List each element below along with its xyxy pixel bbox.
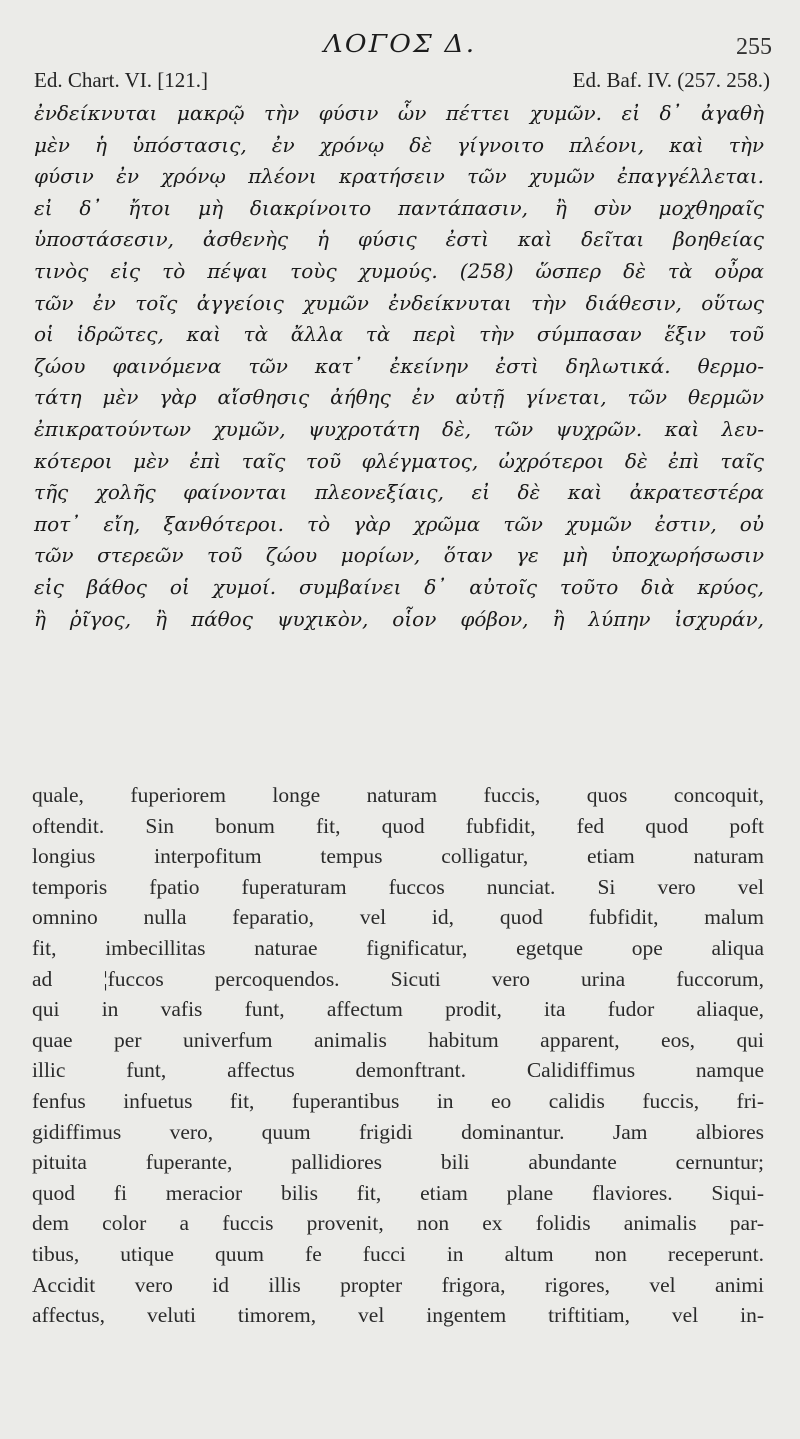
latin-line: affectus, veluti timorem, vel ingentem triftitiam, vel in- (32, 1303, 764, 1328)
latin-line: gidiffimus vero, quum frigidi dominantur. Jam albiores (32, 1119, 764, 1144)
greek-line: εἰ δ᾽ ἤτοι μὴ διακρίνοιτο παντάπασιν, ἢ σὺν μοχθηραῖς (34, 195, 764, 220)
greek-line: φύσιν ἐν χρόνῳ πλέονι κρατήσειν τῶν χυμῶν ἐπαγγέλλεται. (34, 164, 764, 189)
latin-line: qui in vafis funt, affectum prodit, ita fudor aliaque, (32, 997, 764, 1022)
greek-line: ζώου φαινόμενα τῶν κατ᾽ ἐκείνην ἐστὶ δηλωτικά. θερμο- (34, 353, 764, 378)
greek-line: τάτη μὲν γὰρ αἴσθησις ἀήθης ἐν αὐτῇ γίνεται, τῶν θερμῶν (34, 385, 764, 410)
edition-reference-line (34, 68, 770, 98)
latin-line: Accidit vero id illis propter frigora, rigores, vel animi (32, 1272, 764, 1297)
greek-line: εἰς βάθος οἱ χυμοί. συμβαίνει δ᾽ αὐτοῖς τοῦτο διὰ κρύος, (34, 574, 764, 599)
page-number: 255 (736, 34, 772, 60)
greek-line: τῶν ἐν τοῖς ἀγγείοις χυμῶν ἐνδείκνυται τὴν διάθεσιν, οὕτως (34, 290, 764, 315)
greek-line: τῶν στερεῶν τοῦ ζώου μορίων, ὅταν γε μὴ ὑποχωρήσωσιν (34, 543, 764, 568)
greek-line: τῆς χολῆς φαίνονται πλεονεξίαις, εἰ δὲ καὶ ἀκρατεστέρα (34, 480, 764, 505)
latin-line: quod fi meracior bilis fit, etiam plane flaviores. Siqui- (32, 1180, 764, 1205)
greek-line: μὲν ἡ ὑπόστασις, ἐν χρόνῳ δὲ γίγνοιτο πλέονι, καὶ τὴν (34, 132, 764, 157)
latin-line: quae per univerfum animalis habitum apparent, eos, qui (32, 1027, 764, 1052)
edition-reference-right: Ed. Baf. IV. (257. 258.) (572, 68, 770, 92)
latin-text-block (32, 780, 764, 1331)
running-title: ΛΟΓΟΣ Δ. (323, 30, 477, 58)
greek-line: κότεροι μὲν ἐπὶ ταῖς τοῦ φλέγματος, ὠχρότεροι δὲ ἐπὶ ταῖς (34, 448, 764, 473)
latin-line: longius interpofitum tempus colligatur, etiam naturam (32, 844, 764, 869)
greek-line: ἐνδείκνυται μακρῷ τὴν φύσιν ὧν πέττει χυμῶν. εἰ δ᾽ ἀγαθὴ (34, 101, 764, 125)
latin-line: illic funt, affectus demonftrant. Calidiffimus namque (32, 1058, 764, 1083)
greek-text-block (34, 98, 764, 635)
latin-line: quale, fuperiorem longe naturam fuccis, quos concoquit, (32, 783, 764, 807)
latin-line: temporis fpatio fuperaturam fuccos nunciat. Si vero vel (32, 874, 764, 899)
running-head (0, 22, 800, 62)
latin-line: pituita fuperante, pallidiores bili abundante cernuntur; (32, 1150, 764, 1175)
greek-line: τινὸς εἰς τὸ πέψαι τοὺς χυμούς. (258) ὥσπερ δὲ τὰ οὖρα (34, 258, 764, 283)
greek-line: ὑποστάσεσιν, ἀσθενὴς ἡ φύσις ἐστὶ καὶ δεῖται βοηθείας (34, 227, 764, 252)
latin-line: tibus, utique quum fe fucci in altum non receperunt. (32, 1241, 764, 1266)
greek-line: ἢ ῥῖγος, ἢ πάθος ψυχικὸν, οἷον φόβον, ἢ λύπην ἰσχυράν, (34, 606, 764, 631)
latin-line: ad ¦fuccos percoquendos. Sicuti vero urina fuccorum, (32, 966, 764, 991)
latin-line: oftendit. Sin bonum fit, quod fubfidit, fed quod poft (32, 813, 764, 838)
latin-line: omnino nulla feparatio, vel id, quod fubfidit, malum (32, 905, 764, 930)
latin-line: dem color a fuccis provenit, non ex folidis animalis par- (32, 1211, 764, 1236)
greek-line: ἐπικρατούντων χυμῶν, ψυχροτάτη δὲ, τῶν ψυχρῶν. καὶ λευ- (34, 416, 764, 441)
greek-line: οἱ ἱδρῶτες, καὶ τὰ ἄλλα τὰ περὶ τὴν σύμπασαν ἕξιν τοῦ (34, 322, 764, 347)
latin-line: fit, imbecillitas naturae fignificatur, egetque ope aliqua (32, 935, 764, 960)
greek-line: ποτ᾽ εἴη, ξανθότεροι. τὸ γὰρ χρῶμα τῶν χυμῶν ἐστιν, οὐ (34, 511, 764, 536)
edition-reference-left: Ed. Chart. VI. [121.] (34, 68, 208, 92)
latin-line: fenfus infuetus fit, fuperantibus in eo calidis fuccis, fri- (32, 1088, 764, 1113)
